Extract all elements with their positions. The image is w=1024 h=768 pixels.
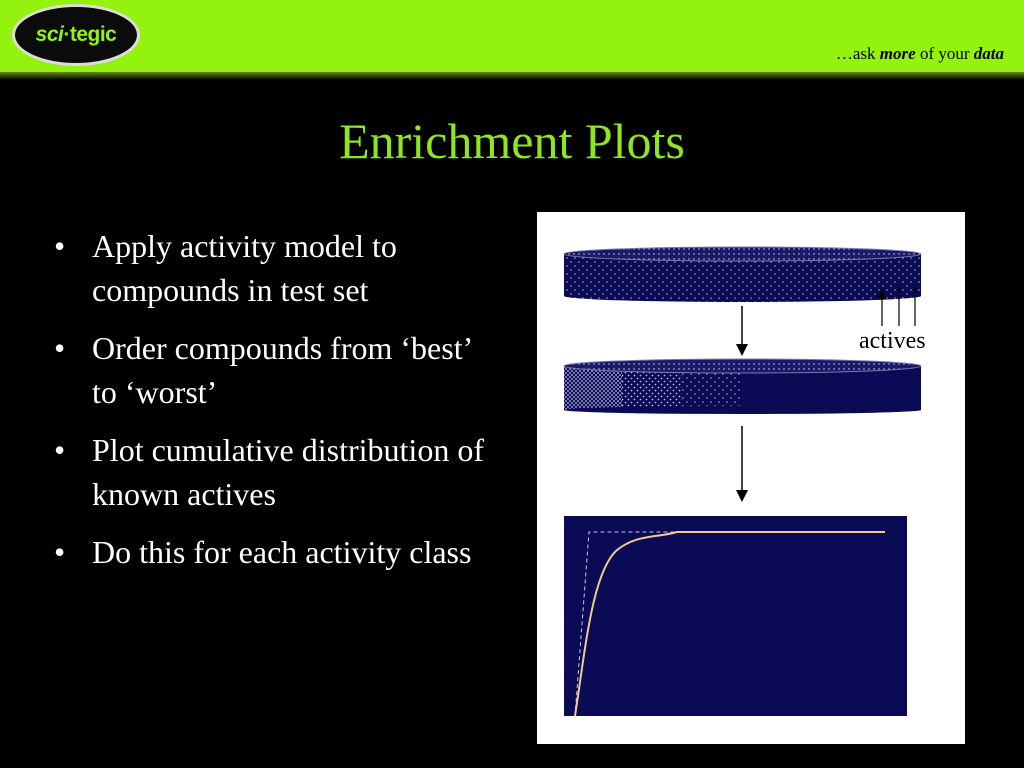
tagline-more: more (879, 44, 916, 63)
tagline (836, 44, 1004, 64)
bullet-text: Plot cumulative distribution of known actives (92, 432, 484, 512)
bullet-item (48, 530, 488, 574)
enrichment-diagram (537, 212, 965, 744)
logo-text-sci: sci (35, 23, 64, 46)
logo-text (36, 23, 117, 47)
enrichment-curve-plot (564, 516, 907, 716)
bullet-dot-icon: • (54, 228, 66, 264)
bullet-dot-icon: • (54, 534, 66, 570)
bullet-text: Do this for each activity class (92, 534, 472, 570)
bullet-text: Apply activity model to compounds in test set (92, 228, 397, 308)
unsorted-compound-disk (564, 247, 921, 302)
slide-title: Enrichment Plots (339, 113, 685, 169)
bullet-item (48, 326, 488, 414)
tagline-data: data (973, 44, 1004, 63)
bullet-dot-icon: • (54, 330, 66, 366)
tagline-mid: of your (915, 44, 974, 63)
bullet-item (48, 224, 488, 312)
enrichment-figure (537, 212, 965, 744)
bullet-item (48, 428, 488, 516)
bullet-dot-icon: • (54, 432, 66, 468)
bullet-list (48, 224, 488, 588)
sorted-compound-disk (564, 359, 921, 414)
header-shadow (0, 72, 1024, 80)
bullet-text: Order compounds from ‘best’ to ‘worst’ (92, 330, 471, 410)
actives-label: actives (859, 328, 926, 354)
scitegic-logo (12, 4, 140, 66)
logo-text-tegic: ·tegic (63, 23, 117, 46)
tagline-prefix: …ask (835, 44, 880, 63)
